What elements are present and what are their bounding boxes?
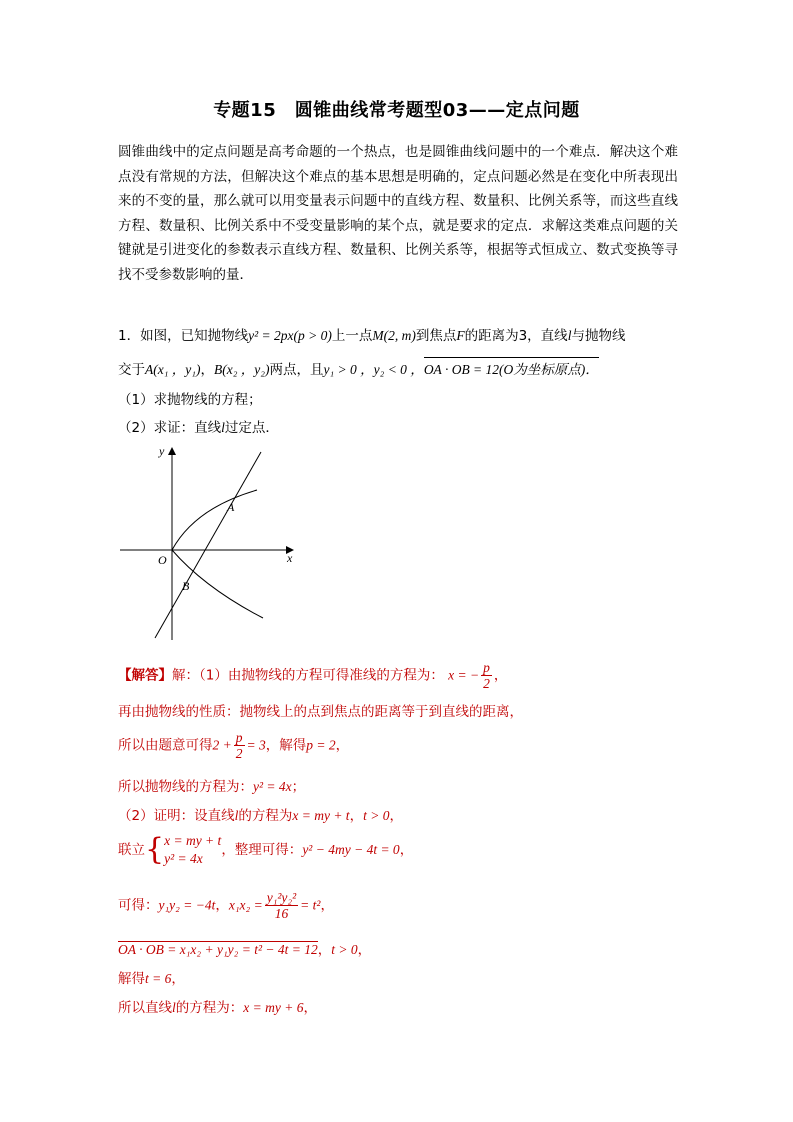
problem-part-2: （2）求证：直线l过定点． bbox=[118, 420, 279, 436]
solution-line-5: （2）证明：设直线l的方程为x = my + t，t > 0， bbox=[118, 808, 403, 824]
origin-label: O bbox=[158, 553, 167, 567]
fraction-p-over-2: $\frac{p}{2}$ bbox=[235, 730, 243, 761]
point-a-label: A bbox=[227, 500, 235, 514]
intro-paragraph: 圆锥曲线中的定点问题是高考命题的一个热点，也是圆锥曲线问题中的一个难点．解决这个难点没有常规的方法，但解决这个难点的基本思想是明确的，定点问题必然是在变化中所表现出来的不变的量，那么就可以用变量表示问题中的直线方程、数量积、比例关系等，而这些直线方程、数量积、比例关系中不受变量影响的某个点，就是要求的定点．求解这类难点问题的关键就是引进变化的参数表示直线方程、数量积、比例关系等，根据等式恒成立、数式变换等寻找不受参数影响的量． bbox=[118, 144, 678, 283]
point-b-label: B bbox=[182, 579, 190, 593]
problem-line-2: 交于A(x₁ ，y₁)，B(x₂ ，y₂)两点，且y₁ > 0 ，y₂ < 0 ，OA · OB = 12(O为坐标原点)． bbox=[118, 358, 599, 378]
parabola-curve bbox=[172, 490, 263, 618]
solution-line-9: 解得t = 6， bbox=[118, 971, 185, 987]
fraction-y1y2-over-16: $\frac{\text{y₁²y₂²}}{16}$ bbox=[266, 890, 297, 921]
fraction-p-over-2: $\frac{p}{2}$ bbox=[483, 660, 490, 691]
page-title: 专题15 圆锥曲线常考题型03——定点问题 bbox=[213, 100, 580, 121]
problem-line-1: 1．如图，已知抛物线y² = 2px(p > 0)上一点M(2, m)到焦点F的距离为3，直线l与抛物线 bbox=[118, 328, 626, 344]
solution-line-6: 联立{ x = my + t y² = 4x ，整理可得：y² − 4my − 4t = 0， bbox=[118, 832, 414, 867]
left-brace: { bbox=[145, 832, 165, 867]
problem-part-1: （1）求抛物线的方程； bbox=[118, 392, 262, 408]
line-l bbox=[155, 452, 261, 638]
equation-system: x = my + t y² = 4x bbox=[164, 833, 222, 866]
x-axis-label: x bbox=[287, 551, 293, 565]
solution-line-8: OA · OB = x₁x₂ + y₁y₂ = t² − 4t = 12，t > 0， bbox=[118, 942, 372, 958]
solution-tag: 【解答】 bbox=[118, 667, 172, 684]
y-axis-label: y bbox=[159, 444, 165, 458]
parabola-figure bbox=[115, 440, 300, 645]
solution-line-2: 再由抛物线的性质：抛物线上的点到焦点的距离等于到直线的距离， bbox=[118, 704, 523, 720]
solution-line-10: 所以直线l的方程为：x = my + 6， bbox=[118, 1000, 317, 1016]
solution-line-1: 【解答】解：（1）由抛物线的方程可得准线的方程为： x = − $\frac{p}{2}$ ， bbox=[118, 660, 508, 691]
solution-line-3: 所以由题意可得2 + $\frac{p}{2}$ = 3，解得p = 2， bbox=[118, 730, 350, 761]
solution-line-4: 所以抛物线的方程为：y² = 4x； bbox=[118, 779, 306, 795]
solution-line-7: 可得：y₁y₂ = −4t，x₁x₂ = $\frac{\text{y₁²y₂²}}{16}$ = t²， bbox=[118, 890, 334, 921]
